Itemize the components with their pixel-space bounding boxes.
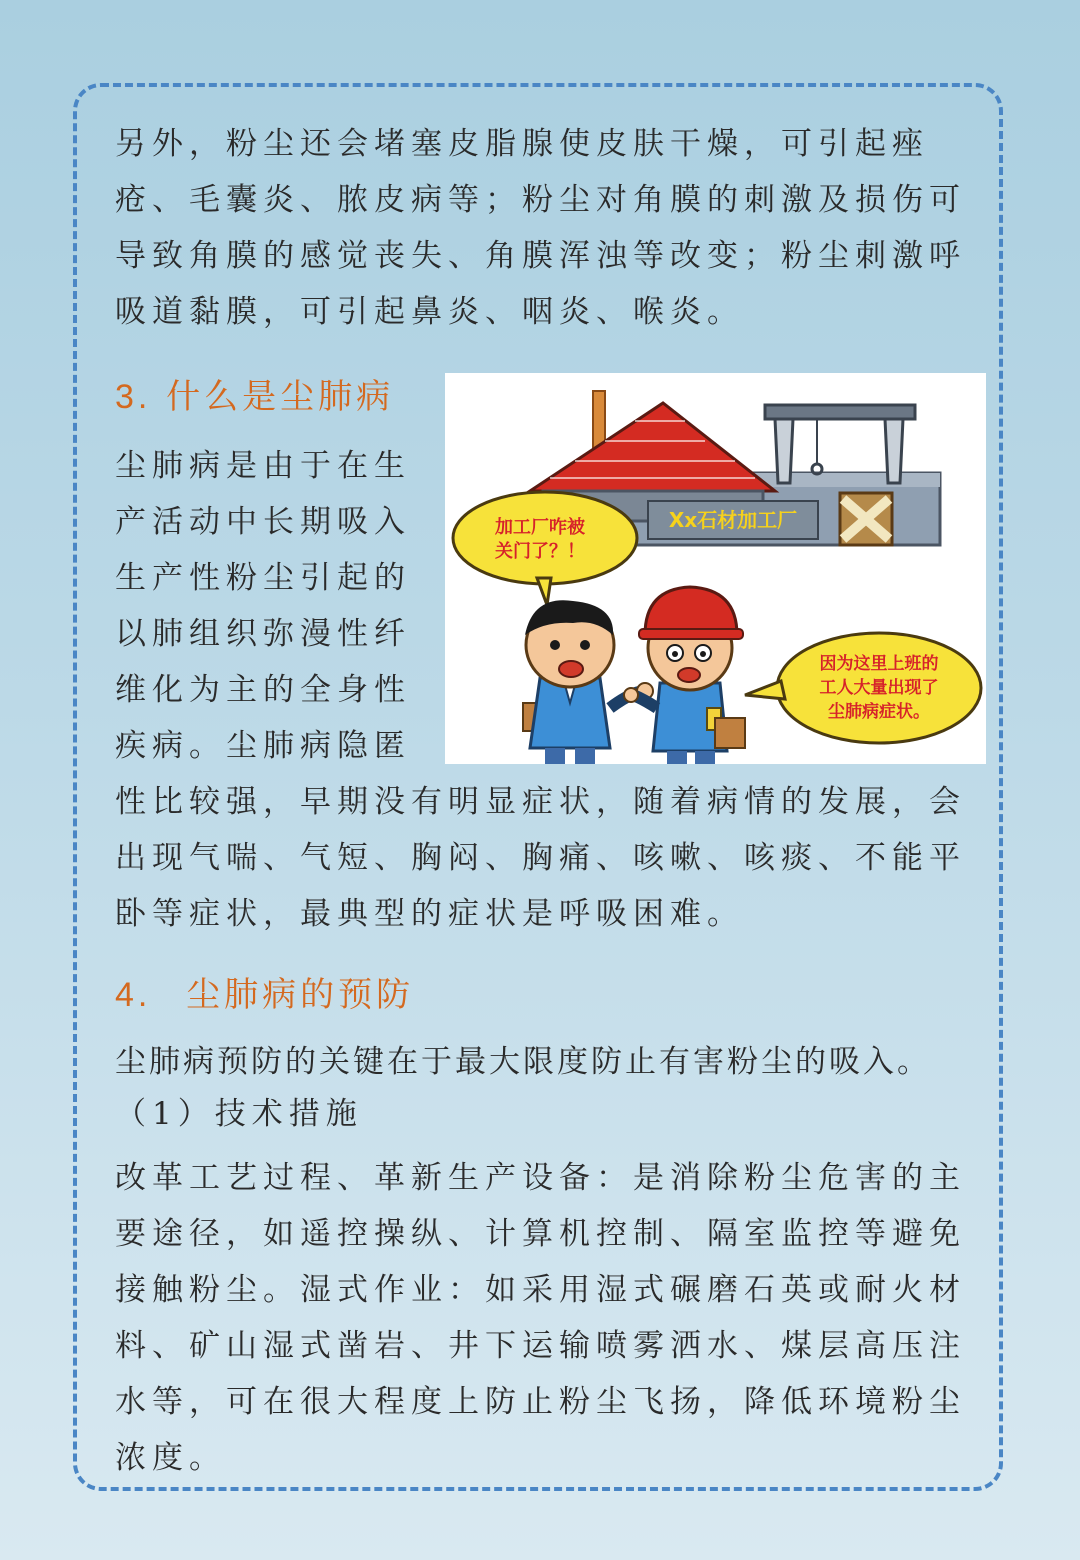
bubble-tail-right: [745, 681, 785, 699]
factory-sign: Xx石材加工厂: [668, 508, 798, 532]
factory-closed-illustration: [445, 373, 986, 764]
bubble-right-line: 工人大量出现了: [819, 678, 939, 698]
crane-leg-right: [885, 419, 903, 483]
section-3-title: 什么是尘肺病: [166, 377, 395, 417]
wrapped-line: 维化为主的全身性: [115, 672, 411, 708]
bubble-left-line: 加工厂咋被: [495, 517, 585, 538]
speech-bubble-left: [453, 492, 637, 584]
wrapped-line: 产活动中长期吸入: [115, 504, 411, 540]
bubble-right-line: 尘肺病症状。: [828, 702, 930, 722]
section-3-number: 3.: [115, 378, 152, 416]
section-4-intro: 尘肺病预防的关键在于最大限度防止有害粉尘的吸入。: [115, 1044, 931, 1080]
section-4-heading: [115, 970, 414, 1020]
section-3-wrapped-text: [115, 438, 415, 774]
crane-leg-left: [775, 419, 793, 483]
section-4-title: 尘肺病的预防: [186, 975, 415, 1015]
bubble-tail-left: [537, 578, 551, 605]
wrapped-line: 以肺组织弥漫性纤: [115, 616, 411, 652]
section-4-subheading: （1）技术措施: [115, 1096, 363, 1132]
wrapped-line: 尘肺病是由于在生: [115, 448, 411, 484]
crane-beam: [765, 405, 915, 419]
section-4-body: 改革工艺过程、革新生产设备：是消除粉尘危害的主要途径，如遥控操纵、计算机控制、隔室监控等避免接触粉尘。湿式作业：如采用湿式碾磨石英或耐火材料、矿山湿式凿岩、井下运输喷雾洒水、煤层高压注水等，可在很大程度上防止粉尘飞扬，降低环境粉尘浓度。: [115, 1160, 966, 1476]
wrapped-line: 生产性粉尘引起的: [115, 560, 411, 596]
bubble-right-line: 因为这里上班的: [819, 654, 939, 674]
worker-red-helmet: [624, 587, 745, 764]
bubble-left-line: 关门了？！: [495, 541, 585, 562]
section-4-number: 4.: [115, 976, 152, 1014]
wrapped-line: 疾病。尘肺病隐匿: [115, 728, 411, 764]
section-3-heading: [115, 372, 394, 422]
cartoon-scene: [445, 373, 986, 764]
paragraph-dust-skin-effects: 另外，粉尘还会堵塞皮脂腺使皮肤干燥，可引起痤疮、毛囊炎、脓皮病等；粉尘对角膜的刺激及损伤可导致角膜的感觉丧失、角膜浑浊等改变；粉尘刺激呼吸道黏膜，可引起鼻炎、咽炎、喉炎。: [115, 126, 966, 330]
worker-black-hair: [523, 600, 653, 764]
crane-hook: [812, 464, 822, 474]
section-3-continuation: 性比较强，早期没有明显症状，随着病情的发展，会出现气喘、气短、胸闷、胸痛、咳嗽、咳痰、不能平卧等症状，最典型的症状是呼吸困难。: [115, 784, 966, 932]
